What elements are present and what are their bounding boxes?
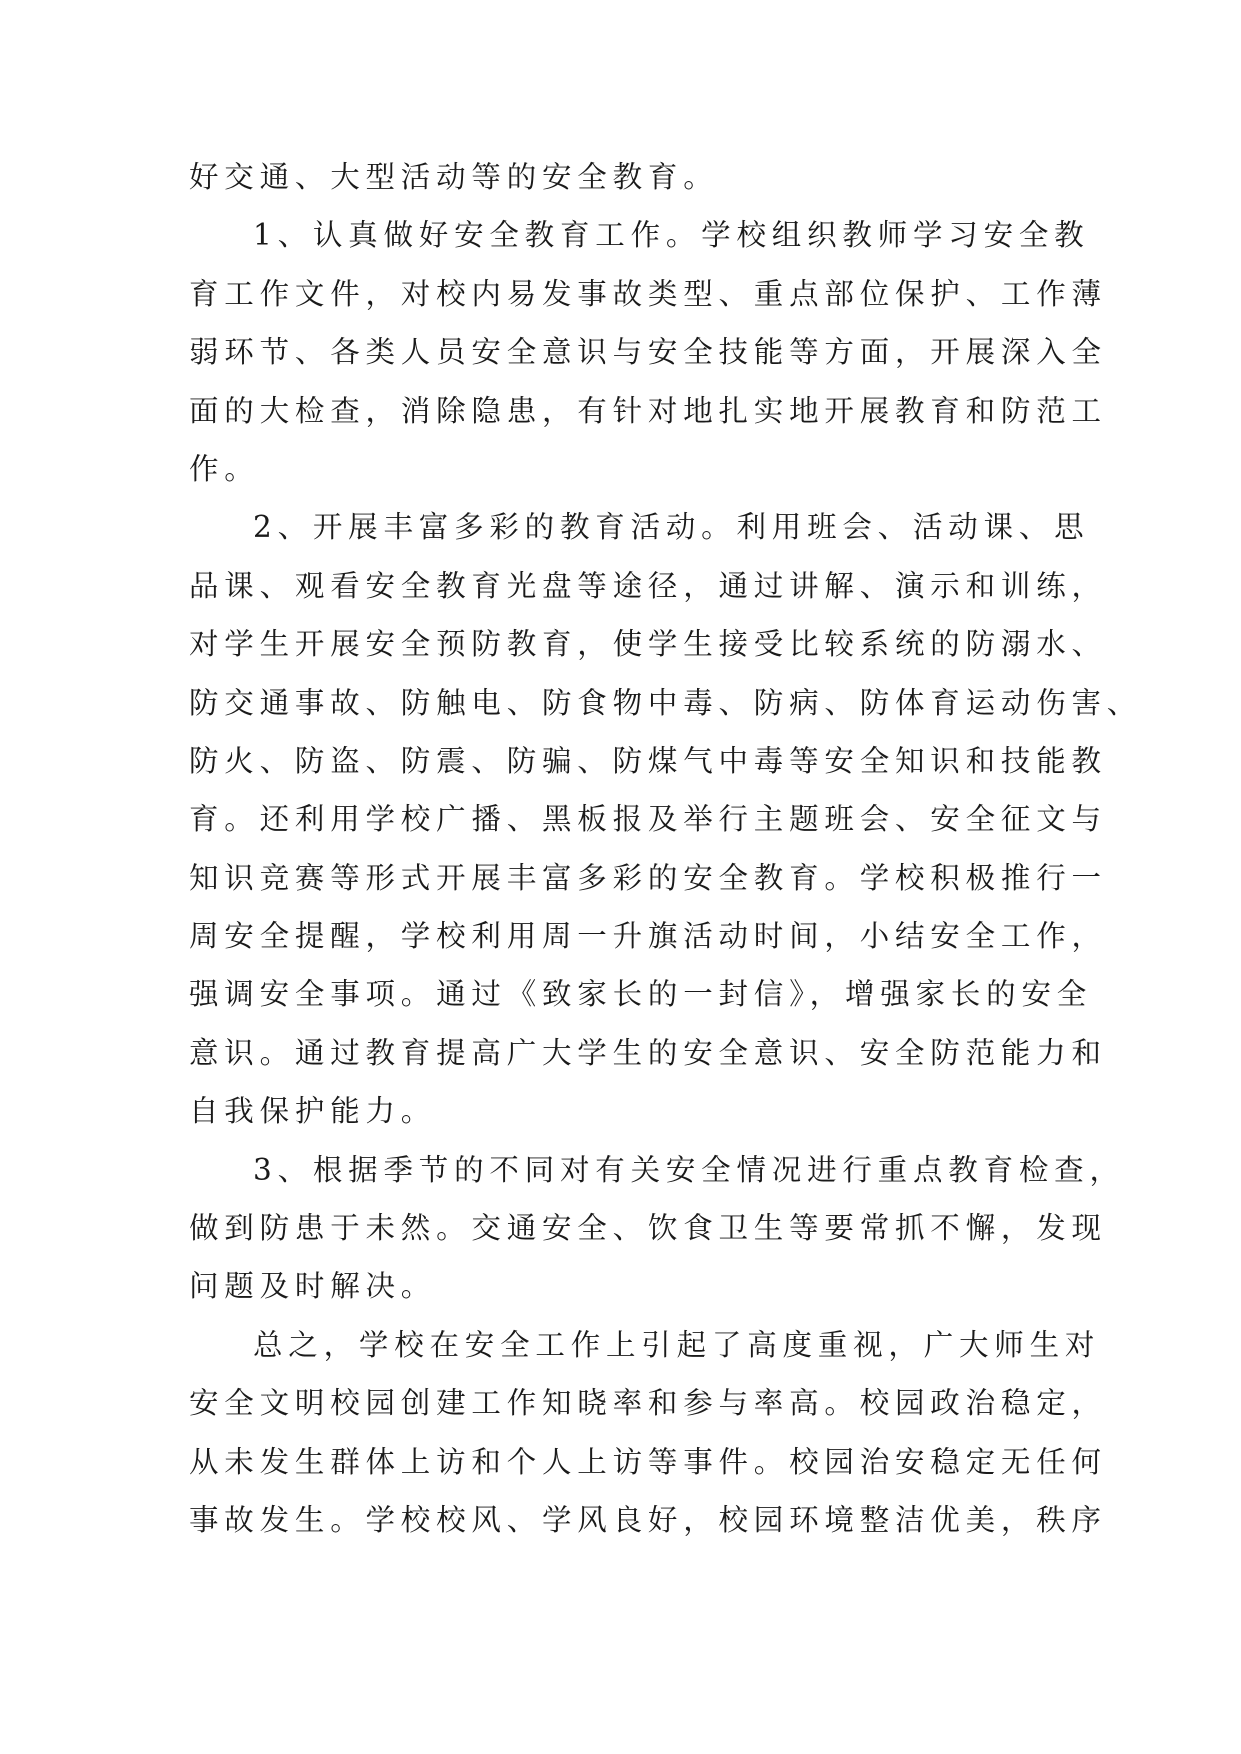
paragraph-continuation: [189, 148, 1061, 206]
paragraph-item-2: [189, 498, 1143, 1140]
text-line: 周安全提醒，学校利用周一升旗活动时间，小结安全工作，: [189, 919, 1107, 954]
paragraph-summary: [189, 1316, 1107, 1550]
text-line: 防火、防盗、防震、防骗、防煤气中毒等安全知识和技能教: [189, 743, 1107, 778]
text-line: 弱环节、各类人员安全意识与安全技能等方面，开展深入全: [189, 335, 1107, 370]
text-line: 1、认真做好安全教育工作。学校组织教师学习安全教: [253, 218, 1090, 253]
text-line: 好交通、大型活动等的安全教育。: [189, 160, 719, 194]
text-line: 从未发生群体上访和个人上访等事件。校园治安稳定无任何: [189, 1444, 1107, 1479]
text-line: 问题及时解决。: [189, 1269, 437, 1304]
text-line: 育工作文件，对校内易发事故类型、重点部位保护、工作薄: [189, 276, 1107, 311]
text-line: 意识。通过教育提高广大学生的安全意识、安全防范能力和: [189, 1035, 1107, 1070]
text-line: 事故发生。学校校风、学风良好，校园环境整洁优美，秩序: [189, 1502, 1107, 1537]
text-line: 面的大检查，消除隐患，有针对地扎实地开展教育和防范工: [189, 393, 1107, 428]
text-line: 安全文明校园创建工作知晓率和参与率高。校园政治稳定，: [189, 1386, 1107, 1421]
text-line: 总之，学校在安全工作上引起了高度重视，广大师生对: [253, 1327, 1101, 1362]
paragraph-item-3: [189, 1141, 1125, 1316]
text-line: 对学生开展安全预防教育，使学生接受比较系统的防溺水、: [189, 627, 1107, 662]
text-line: 作。: [189, 451, 260, 486]
text-line: 强调安全事项。通过《致家长的一封信》，增强家长的安全: [189, 977, 1093, 1012]
text-line: 品课、观看安全教育光盘等途径，通过讲解、演示和训练，: [189, 568, 1107, 603]
paragraph-item-1: [189, 206, 1107, 498]
text-line: 2、开展丰富多彩的教育活动。利用班会、活动课、思: [253, 510, 1090, 545]
text-line: 防交通事故、防触电、防食物中毒、防病、防体育运动伤害、: [189, 685, 1143, 720]
text-line: 育。还利用学校广播、黑板报及举行主题班会、安全征文与: [189, 802, 1107, 837]
text-line: 3、根据季节的不同对有关安全情况进行重点教育检查，: [253, 1152, 1125, 1187]
text-line: 知识竞赛等形式开展丰富多彩的安全教育。学校积极推行一: [189, 860, 1107, 895]
text-line: 自我保护能力。: [189, 1094, 437, 1129]
text-line: 做到防患于未然。交通安全、饮食卫生等要常抓不懈，发现: [189, 1211, 1107, 1246]
document-body: [189, 148, 1143, 1549]
